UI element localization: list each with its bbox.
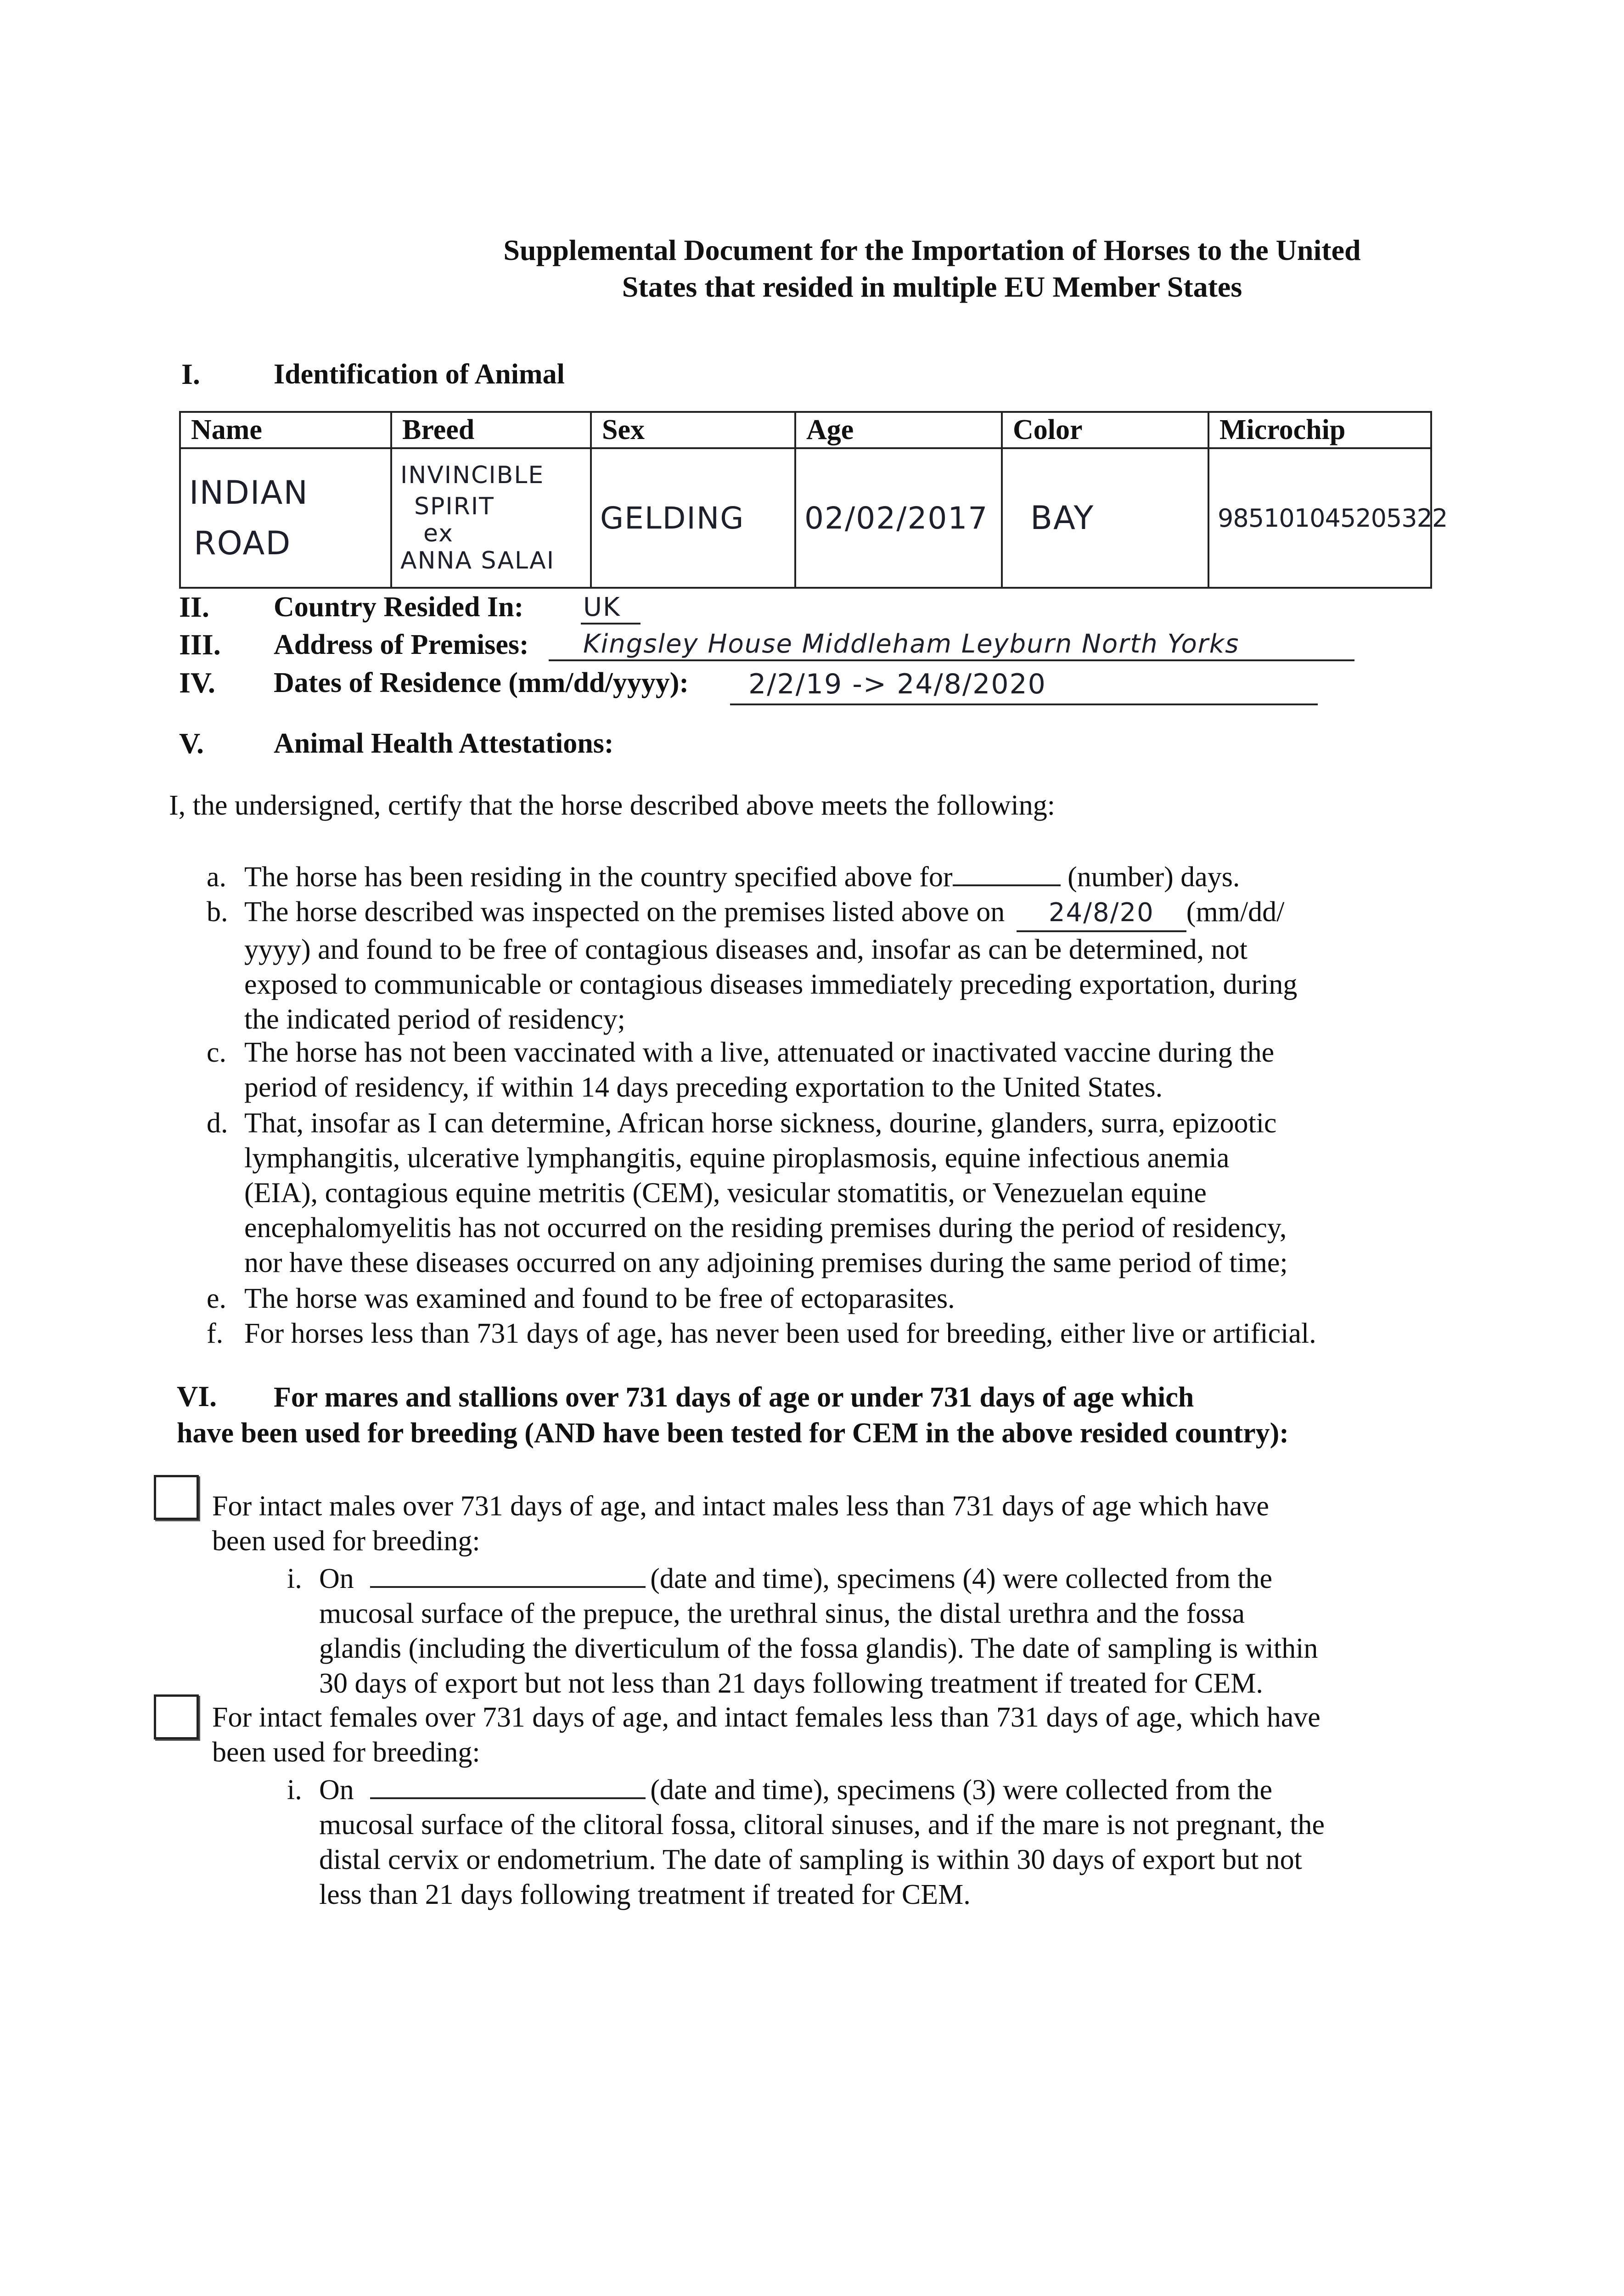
d-line-5: nor have these diseases occurred on any adjoining premises during the same period of time; <box>244 1247 1288 1278</box>
females-after: (date and time), specimens (3) were collected from the <box>650 1774 1273 1806</box>
item-text <box>244 860 1447 895</box>
section-2-label: Country Resided In: <box>274 591 524 623</box>
name-line-1: INDIAN <box>189 474 309 512</box>
item-label: a. <box>207 861 227 893</box>
title-line-1: Supplemental Document for the Importation of Horses to the United <box>503 234 1361 266</box>
attestation-intro: I, the undersigned, certify that the horse described above meets the following: <box>169 790 1055 821</box>
males-block <box>212 1489 1452 1559</box>
address-value: Kingsley House Middleham Leyburn North Yorks <box>583 629 1240 659</box>
country-underline <box>581 623 641 625</box>
item-text <box>244 1106 1447 1280</box>
b-line-4: the indicated period of residency; <box>244 1004 625 1035</box>
females-block <box>212 1700 1475 1770</box>
b-line-3: exposed to communicable or contagious diseases immediately preceding exportation, during <box>244 969 1298 1000</box>
section-3-number: III. <box>179 628 221 661</box>
item-text <box>244 1035 1447 1105</box>
name-cell <box>180 448 391 588</box>
section-5-heading: Animal Health Attestations: <box>274 728 614 759</box>
document-title <box>321 232 1543 305</box>
males-after: (date and time), specimens (4) were collected from the <box>650 1563 1273 1594</box>
females-on: On <box>319 1774 354 1806</box>
females-i-line-3: distal cervix or endometrium. The date of sampling is within 30 days of export but not <box>319 1844 1302 1875</box>
males-line-1: For intact males over 731 days of age, and intact males less than 731 days of age which have <box>212 1491 1269 1522</box>
dates-value: 2/2/19 -> 24/8/2020 <box>748 668 1046 700</box>
column-header: Breed <box>391 412 591 448</box>
section-6-heading-line-1: For mares and stallions over 731 days of age or under 731 days of age which <box>274 1382 1194 1413</box>
animal-identification-table <box>179 411 1448 589</box>
item-text: The horse was examined and found to be free of ectoparasites. <box>244 1283 955 1314</box>
d-line-3: (EIA), contagious equine metritis (CEM), vesicular stomatitis, or Venezuelan equine <box>244 1177 1207 1209</box>
males-i-line-2: mucosal surface of the prepuce, the urethral sinus, the distal urethra and the fossa <box>319 1598 1245 1629</box>
item-label: i. <box>287 1563 302 1594</box>
males-sub-i <box>287 1561 1435 1699</box>
color-cell: BAY <box>1002 448 1208 588</box>
c-line-1: The horse has not been vaccinated with a live, attenuated or inactivated vaccine during the <box>244 1037 1275 1068</box>
d-line-4: encephalomyelitis has not occurred on the residing premises during the period of residency, <box>244 1212 1287 1244</box>
section-5-number: V. <box>179 727 204 760</box>
b-line-2: yyyy) and found to be free of contagious diseases and, insofar as can be determined, not <box>244 934 1248 965</box>
breed-line-3: ex <box>423 520 454 547</box>
section-6-number: VI. <box>177 1380 217 1412</box>
item-text <box>244 895 1447 1037</box>
days-blank <box>953 861 1061 886</box>
males-date-blank[interactable] <box>370 1562 646 1588</box>
section-4-label: Dates of Residence (mm/dd/yyyy): <box>274 667 689 698</box>
section-1-number: I. <box>181 358 200 390</box>
item-text: For horses less than 731 days of age, has never been used for breeding, either live or artificial. <box>244 1318 1316 1349</box>
title-line-2: States that resided in multiple EU Member States <box>622 270 1242 303</box>
breed-cell <box>391 448 591 588</box>
item-label: d. <box>207 1108 228 1139</box>
attestation-b <box>207 895 1446 1041</box>
item-label: f. <box>207 1318 224 1349</box>
inspection-date: 24/8/20 <box>1017 895 1186 932</box>
b-text-before: The horse described was inspected on the premises listed above on <box>244 896 1005 928</box>
column-header: Age <box>795 412 1002 448</box>
females-date-blank[interactable] <box>370 1773 646 1799</box>
section-4-number: IV. <box>179 666 215 699</box>
b-text-after: (mm/dd/ <box>1186 896 1285 928</box>
name-line-2: ROAD <box>194 524 292 562</box>
females-sub-i <box>287 1773 1435 1910</box>
column-header: Microchip <box>1208 412 1431 448</box>
females-checkbox[interactable] <box>154 1694 199 1739</box>
males-line-2: been used for breeding: <box>212 1525 480 1557</box>
d-line-1: That, insofar as I can determine, African horse sickness, dourine, glanders, surra, epizootic <box>244 1108 1277 1139</box>
males-checkbox[interactable] <box>154 1475 199 1520</box>
address-underline <box>549 659 1354 661</box>
females-line-1: For intact females over 731 days of age, and intact females less than 731 days of age, which have <box>212 1702 1321 1733</box>
item-label: c. <box>207 1037 227 1068</box>
breed-line-2: SPIRIT <box>414 493 495 520</box>
microchip-cell: 985101045205322 <box>1208 448 1431 588</box>
sex-cell: GELDING <box>591 448 795 588</box>
a-text-after: (number) days. <box>1068 861 1240 893</box>
females-i-line-2: mucosal surface of the clitoral fossa, clitoral sinuses, and if the mare is not pregnant, the <box>319 1809 1325 1840</box>
column-header: Name <box>180 412 391 448</box>
section-6-heading-line-2: have been used for breeding (AND have been tested for CEM in the above resided country): <box>177 1418 1289 1449</box>
country-value: UK <box>583 592 621 622</box>
section-2-number: II. <box>179 591 209 623</box>
c-line-2: period of residency, if within 14 days preceding exportation to the United States. <box>244 1072 1163 1103</box>
column-header: Color <box>1002 412 1208 448</box>
males-i-line-3: glandis (including the diverticulum of the fossa glandis). The date of sampling is within <box>319 1633 1318 1664</box>
item-label: e. <box>207 1283 227 1314</box>
males-i-line-4: 30 days of export but not less than 21 days following treatment if treated for CEM. <box>319 1668 1263 1699</box>
table-header-row <box>180 412 1431 448</box>
females-line-2: been used for breeding: <box>212 1737 480 1768</box>
females-i-line-4: less than 21 days following treatment if treated for CEM. <box>319 1879 971 1910</box>
column-header: Sex <box>591 412 795 448</box>
males-on: On <box>319 1563 354 1594</box>
item-label: b. <box>207 896 228 928</box>
section-1-heading: Identification of Animal <box>274 359 565 390</box>
item-label: i. <box>287 1774 302 1806</box>
breed-line-4: ANNA SALAI <box>400 547 555 574</box>
breed-line-1: INVINCIBLE <box>400 461 545 489</box>
table-row <box>180 448 1431 588</box>
dates-underline <box>730 703 1318 705</box>
a-text-before: The horse has been residing in the country specified above for <box>244 861 953 893</box>
section-3-label: Address of Premises: <box>274 629 529 660</box>
age-cell: 02/02/2017 <box>795 448 1002 588</box>
d-line-2: lymphangitis, ulcerative lymphangitis, equine piroplasmosis, equine infectious anemia <box>244 1142 1230 1174</box>
